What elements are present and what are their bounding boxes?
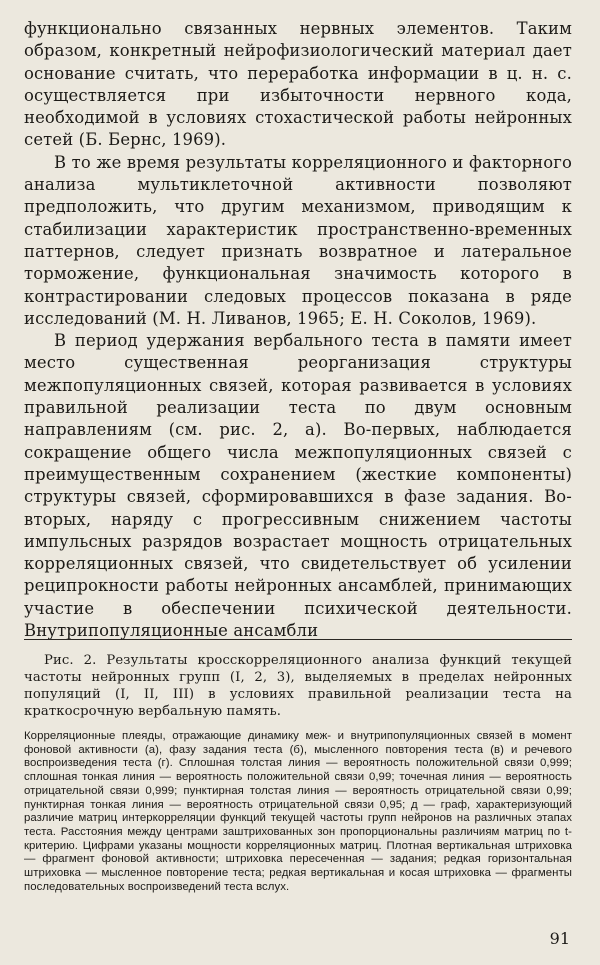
page-number: 91	[549, 929, 570, 948]
body-paragraph-1: функционально связанных нервных элементов. Таким образом, конкретный нейрофизиологический материал дает основание считать, что переработка информации в ц. н. с. осуществляется при избыточности нервного кода, необходимой в условиях стохастической работы нейронных сетей (Б. Бернс, 1969).	[24, 19, 572, 150]
body-paragraph-3: В период удержания вербального теста в памяти имеет место существенная реорганизация структуры межпопуляционных связей, которая развивается в условиях правильной реализации теста по двум основным направлениям (см. рис. 2, а). Во-первых, наблюдается сокращение общего числа межпопуляционных связей с преимущественным сохранением (жесткие компоненты) структуры связей, сформировавшихся в фазе задания. Во-вторых, наряду с прогрессивным снижением частоты импульсных разрядов возрастает мощность отрицательных корреляционных связей, что свидетельствует об усилении реципрокности работы нейронных ансамблей, принимающих участие в обеспечении психической деятельности. Внутрипопуляционные ансамбли	[24, 331, 572, 641]
figure-legend	[24, 730, 572, 894]
figure-caption	[24, 652, 572, 720]
figure-legend-text: Корреляционные плеяды, отражающие динамику меж- и внутрипопуляционных связей в момент фоновой активности (а), фазу задания теста (б), мысленного повторения теста (в) и речевого воспроизведения теста (г). Сплошная толстая линия — вероятность положительной связи 0,999; сплошная тонкая линия — вероятность положительной связи 0,99; точечная линия — вероятность отрицательной связи 0,999; пунктирная толстая линия — вероятность отрицательной связи 0,99; пунктирная тонкая линия — вероятность отрицательной связи 0,95; д — граф, характеризующий различие матриц интеркорреляции функций текущей частоты групп нейронов на различных этапах теста. Расстояния между центрами заштрихованных зон пропорциональны различиям матриц по t-критерию. Цифрами указаны мощности корреляционных матриц. Плотная вертикальная штриховка — фрагмент фоновой активности; штриховка пересеченная — задания; редкая горизонтальная штриховка — мысленное повторение теста; редкая вертикальная и косая штриховка — фрагменты последовательных воспроизведений теста вслух.	[24, 730, 572, 893]
body-paragraph-2: В то же время результаты корреляционного и факторного анализа мультиклеточной активности позволяют предположить, что другим механизмом, приводящим к стабилизации характеристик пространственно-временных паттернов, следует признать возвратное и латеральное торможение, функциональная значимость которого в контрастировании следовых процессов показана в ряде исследований (М. Н. Ливанов, 1965; Е. Н. Соколов, 1969).	[24, 152, 572, 328]
section-divider	[24, 639, 572, 640]
figure-caption-text: Рис. 2. Результаты кросскорреляционного анализа функций текущей частоты нейронных групп (I, 2, 3), выделяемых в пределах нейронных популяций (I, II, III) в условиях правильной реализации теста на краткосрочную вербальную память.	[24, 653, 572, 719]
main-text	[24, 18, 572, 642]
